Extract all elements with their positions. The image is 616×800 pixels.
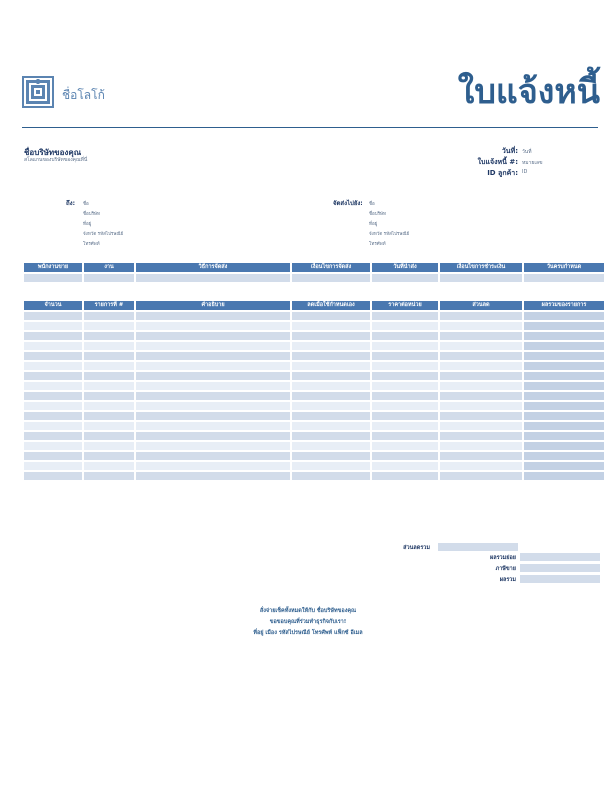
item-cell[interactable] [292, 372, 370, 380]
shipping-header-cell: เงื่อนไขการชำระเงิน [440, 263, 522, 272]
shipping-cell[interactable] [136, 274, 290, 282]
item-cell[interactable] [440, 402, 522, 410]
item-cell[interactable] [84, 312, 134, 320]
item-cell[interactable] [24, 402, 82, 410]
item-cell[interactable] [136, 322, 290, 330]
item-cell[interactable] [372, 462, 438, 470]
item-cell[interactable] [136, 382, 290, 390]
subtotal-value[interactable] [520, 553, 600, 561]
item-cell[interactable] [24, 442, 82, 450]
total-label: ผลรวม [499, 577, 516, 583]
item-cell[interactable] [372, 392, 438, 400]
footer-contact-info: ที่อยู่ เมือง รหัสไปรษณีย์ โทรศัพท์ แฟ็กซ์ อีเมล [253, 630, 363, 636]
item-cell[interactable] [372, 452, 438, 460]
invoice-number-value: หมายเลข [522, 160, 543, 166]
item-cell[interactable] [24, 362, 82, 370]
item-cell[interactable] [372, 382, 438, 390]
ship-to-name: ชื่อ [369, 202, 375, 207]
shipping-header-cell: เงื่อนไขการจัดส่ง [292, 263, 370, 272]
item-cell[interactable] [84, 462, 134, 470]
bill-to-line: ชื่อบริษัท [83, 212, 100, 217]
item-cell[interactable] [136, 352, 290, 360]
item-cell[interactable] [440, 342, 522, 350]
item-cell[interactable] [24, 352, 82, 360]
item-cell[interactable] [372, 322, 438, 330]
logo-text: ชื่อโลโก้ [62, 88, 105, 102]
item-cell[interactable] [24, 432, 82, 440]
item-cell[interactable] [136, 472, 290, 480]
item-cell[interactable] [372, 362, 438, 370]
item-cell[interactable] [372, 422, 438, 430]
item-cell[interactable] [136, 442, 290, 450]
item-cell[interactable] [372, 412, 438, 420]
item-cell[interactable] [440, 472, 522, 480]
line-total-cell[interactable] [524, 442, 604, 450]
line-total-cell[interactable] [524, 412, 604, 420]
item-cell[interactable] [372, 472, 438, 480]
item-cell[interactable] [292, 312, 370, 320]
item-cell[interactable] [84, 402, 134, 410]
total-value[interactable] [520, 575, 600, 583]
line-total-cell[interactable] [524, 462, 604, 470]
item-cell[interactable] [136, 422, 290, 430]
bill-to-label: ถึง: [66, 200, 75, 207]
company-name: ชื่อบริษัทของคุณ [24, 148, 82, 157]
item-cell[interactable] [84, 322, 134, 330]
shipping-cell[interactable] [24, 274, 82, 282]
items-header-cell: ราคาต่อหน่วย [372, 301, 438, 310]
items-header-cell: ส่วนลด [440, 301, 522, 310]
item-cell[interactable] [440, 382, 522, 390]
item-cell[interactable] [372, 332, 438, 340]
line-total-cell[interactable] [524, 392, 604, 400]
item-cell[interactable] [24, 372, 82, 380]
item-cell[interactable] [292, 322, 370, 330]
item-cell[interactable] [292, 332, 370, 340]
shipping-table [24, 263, 598, 282]
logo-icon [22, 76, 54, 108]
item-cell[interactable] [136, 432, 290, 440]
item-cell[interactable] [292, 402, 370, 410]
item-cell[interactable] [440, 412, 522, 420]
document-title: ใบแจ้งหนี้ [457, 72, 600, 112]
line-total-cell[interactable] [524, 472, 604, 480]
item-cell[interactable] [136, 372, 290, 380]
discount-total-value[interactable] [438, 543, 518, 551]
item-cell[interactable] [84, 352, 134, 360]
shipping-cell[interactable] [372, 274, 438, 282]
item-cell[interactable] [292, 432, 370, 440]
item-cell[interactable] [136, 332, 290, 340]
line-total-cell[interactable] [524, 382, 604, 390]
line-total-cell[interactable] [524, 402, 604, 410]
item-cell[interactable] [24, 422, 82, 430]
item-cell[interactable] [292, 452, 370, 460]
item-cell[interactable] [84, 382, 134, 390]
item-cell[interactable] [292, 472, 370, 480]
item-cell[interactable] [136, 312, 290, 320]
item-cell[interactable] [292, 392, 370, 400]
item-cell[interactable] [24, 332, 82, 340]
shipping-cell[interactable] [440, 274, 522, 282]
item-cell[interactable] [292, 362, 370, 370]
item-cell[interactable] [24, 312, 82, 320]
item-cell[interactable] [84, 412, 134, 420]
item-cell[interactable] [136, 392, 290, 400]
items-header-cell: ลดเมื่อใช้กำหนดเอง [292, 301, 370, 310]
item-cell[interactable] [136, 462, 290, 470]
shipping-header-cell: วิธีการจัดส่ง [136, 263, 290, 272]
line-total-cell[interactable] [524, 372, 604, 380]
item-cell[interactable] [24, 412, 82, 420]
sales-tax-value[interactable] [520, 564, 600, 572]
item-cell[interactable] [440, 332, 522, 340]
customer-id-value: ID [522, 169, 528, 175]
item-cell[interactable] [440, 362, 522, 370]
item-cell[interactable] [372, 372, 438, 380]
line-total-cell[interactable] [524, 312, 604, 320]
item-cell[interactable] [440, 462, 522, 470]
shipping-header-cell: งาน [84, 263, 134, 272]
line-total-cell[interactable] [524, 352, 604, 360]
item-cell[interactable] [24, 392, 82, 400]
item-cell[interactable] [136, 402, 290, 410]
item-cell[interactable] [292, 442, 370, 450]
bill-to-name: ชื่อ [83, 202, 89, 207]
shipping-cell[interactable] [524, 274, 604, 282]
item-cell[interactable] [24, 472, 82, 480]
item-cell[interactable] [84, 362, 134, 370]
items-header-cell: จำนวน [24, 301, 82, 310]
item-cell[interactable] [84, 432, 134, 440]
ship-to-line: ที่อยู่ [369, 222, 378, 227]
sales-tax-label: ภาษีขาย [495, 566, 516, 572]
bill-to-line: ที่อยู่ [83, 222, 92, 227]
item-cell[interactable] [440, 372, 522, 380]
items-header-cell: ผลรวมของรายการ [524, 301, 604, 310]
discount-total-label: ส่วนลดรวม [403, 545, 430, 551]
item-cell[interactable] [136, 412, 290, 420]
item-cell[interactable] [372, 442, 438, 450]
date-label: วันที่: [501, 147, 518, 155]
company-slogan: สโลแกนของบริษัทของคุณที่นี่ [24, 157, 88, 163]
line-total-cell[interactable] [524, 322, 604, 330]
bill-to-line: จังหวัด รหัสไปรษณีย์ [83, 232, 124, 237]
shipping-header-cell: วันครบกำหนด [524, 263, 604, 272]
item-cell[interactable] [136, 452, 290, 460]
item-cell[interactable] [440, 442, 522, 450]
footer-thank-you: ขอขอบคุณที่ร่วมทำธุรกิจกับเรา! [269, 619, 347, 625]
header-divider [22, 127, 598, 128]
item-cell[interactable] [440, 452, 522, 460]
item-cell[interactable] [84, 342, 134, 350]
item-cell[interactable] [24, 382, 82, 390]
item-cell[interactable] [292, 352, 370, 360]
item-cell[interactable] [372, 342, 438, 350]
line-total-cell[interactable] [524, 362, 604, 370]
shipping-header-cell: พนักงานขาย [24, 263, 82, 272]
item-cell[interactable] [440, 422, 522, 430]
line-total-cell[interactable] [524, 342, 604, 350]
item-cell[interactable] [84, 372, 134, 380]
item-cell[interactable] [440, 432, 522, 440]
bill-to-line: โทรศัพท์ [83, 242, 100, 247]
shipping-header-cell: วันที่นำส่ง [372, 263, 438, 272]
footer-payable-note: สั่งจ่ายเช็คทั้งหมดให้กับ ชื่อบริษัทของคุณ [259, 608, 357, 614]
date-value: วันที่ [522, 149, 532, 155]
line-total-cell[interactable] [524, 432, 604, 440]
item-cell[interactable] [24, 322, 82, 330]
item-cell[interactable] [372, 352, 438, 360]
item-cell[interactable] [440, 352, 522, 360]
line-total-cell[interactable] [524, 452, 604, 460]
ship-to-line: ชื่อบริษัท [369, 212, 386, 217]
line-total-cell[interactable] [524, 422, 604, 430]
item-cell[interactable] [84, 442, 134, 450]
item-cell[interactable] [84, 332, 134, 340]
item-cell[interactable] [24, 452, 82, 460]
item-cell[interactable] [440, 322, 522, 330]
items-header-cell: คำอธิบาย [136, 301, 290, 310]
customer-id-label: ID ลูกค้า: [487, 169, 518, 177]
ship-to-line: โทรศัพท์ [369, 242, 386, 247]
item-cell[interactable] [292, 342, 370, 350]
item-cell[interactable] [292, 422, 370, 430]
item-cell[interactable] [292, 412, 370, 420]
item-cell[interactable] [372, 402, 438, 410]
item-cell[interactable] [136, 342, 290, 350]
item-cell[interactable] [84, 422, 134, 430]
line-total-cell[interactable] [524, 332, 604, 340]
item-cell[interactable] [440, 312, 522, 320]
items-header-cell: รายการที่ # [84, 301, 134, 310]
item-cell[interactable] [292, 382, 370, 390]
invoice-number-label: ใบแจ้งหนี้ #: [477, 158, 518, 166]
item-cell[interactable] [292, 462, 370, 470]
ship-to-label: จัดส่งไปยัง: [333, 200, 363, 207]
subtotal-label: ผลรวมย่อย [489, 555, 516, 561]
shipping-cell[interactable] [292, 274, 370, 282]
item-cell[interactable] [24, 462, 82, 470]
item-cell[interactable] [24, 342, 82, 350]
ship-to-line: จังหวัด รหัสไปรษณีย์ [369, 232, 410, 237]
item-cell[interactable] [84, 392, 134, 400]
shipping-cell[interactable] [84, 274, 134, 282]
item-cell[interactable] [440, 392, 522, 400]
item-cell[interactable] [84, 452, 134, 460]
items-table [24, 301, 598, 480]
item-cell[interactable] [84, 472, 134, 480]
item-cell[interactable] [372, 432, 438, 440]
item-cell[interactable] [372, 312, 438, 320]
item-cell[interactable] [136, 362, 290, 370]
